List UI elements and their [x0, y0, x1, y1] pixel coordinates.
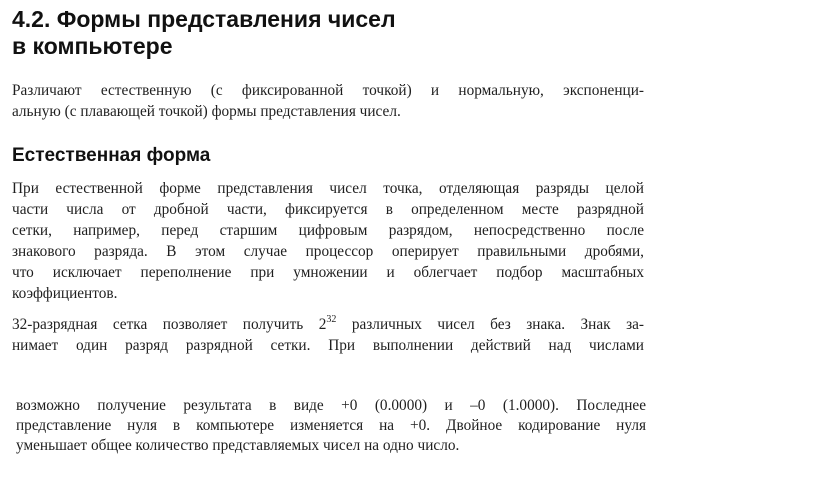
body-paragraph-3 [16, 396, 646, 456]
intro-paragraph [12, 80, 644, 122]
body1-line-5: что исключает переполнение при умножении и облегчает подбор масштабных [12, 264, 644, 281]
body1-line-3: сетки, например, перед старшим цифровым разрядом, непосредственно после [12, 222, 644, 239]
section-heading: Естественная форма [12, 145, 211, 166]
body-paragraph-2 [12, 314, 644, 356]
body1-line-2: части числа от дробной части, фиксируется в определенном месте разрядной [12, 201, 644, 218]
body2-line-2: нимает один разряд разрядной сетки. При выполнении действий над числами [12, 337, 644, 354]
chapter-heading-line-2: в компьютере [12, 33, 173, 59]
body2-line-1-start: 32-разрядная сетка позволяет получить 2 [12, 316, 327, 333]
body2-line-1 [12, 314, 644, 335]
body2-line-1-end: различных чисел без знака. Знак за- [336, 316, 644, 333]
body3-line-2: представление нуля в компьютере изменяется на +0. Двойное кодирование нуля [16, 417, 646, 434]
intro-line-2: альную (с плавающей точкой) формы представления чисел. [12, 103, 401, 120]
chapter-heading [12, 6, 396, 60]
body1-line-4: знакового разряда. В этом случае процессор оперирует правильными дробями, [12, 243, 644, 260]
body3-line-1: возможно получение результата в виде +0 (0.0000) и –0 (1.0000). Последнее [16, 397, 646, 414]
chapter-heading-line-1: 4.2. Формы представления чисел [12, 6, 396, 32]
body1-line-1: При естественной форме представления чисел точка, отделяющая разряды целой [12, 180, 644, 197]
body3-line-3: уменьшает общее количество представляемых чисел на одно число. [16, 437, 460, 454]
intro-line-1: Различают естественную (с фиксированной точкой) и нормальную, экспоненци- [12, 82, 644, 99]
body1-line-6: коэффициентов. [12, 285, 118, 302]
body-paragraph-1 [12, 178, 644, 304]
power-superscript: 32 [326, 313, 337, 325]
